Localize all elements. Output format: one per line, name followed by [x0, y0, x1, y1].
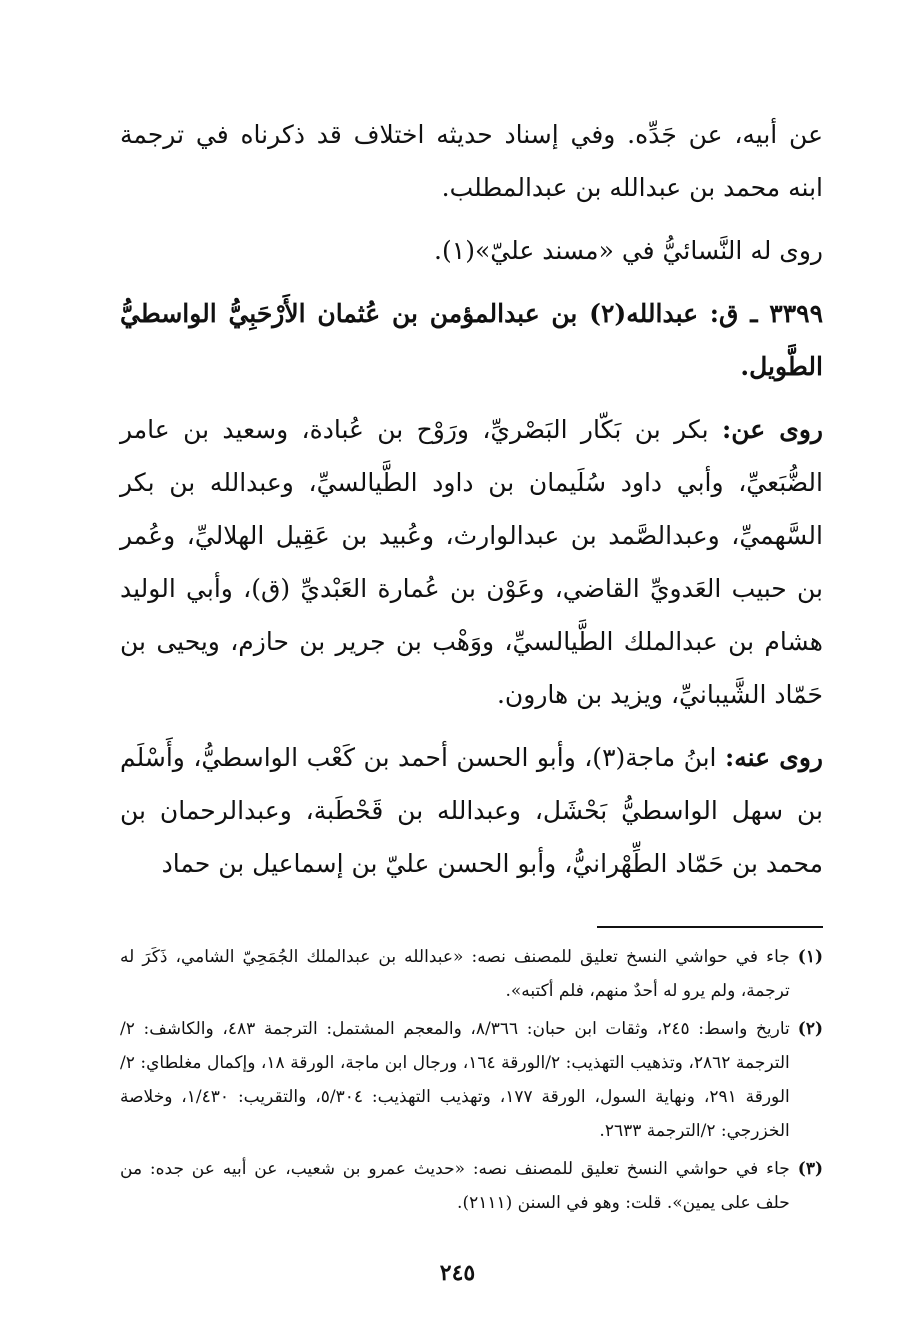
entry-name: ـ ق: عبدالله(٢) بن عبدالمؤمن بن عُثمان الأَرْحَبِيُّ الواسطيُّ الطَّويل.	[120, 299, 823, 381]
paragraph-nasai-note: روى له النَّسائيُّ في «مسند عليّ»(١).	[434, 236, 823, 265]
paragraph-father-note: عن أبيه، عن جَدِّه. وفي إسناد حديثه اختلاف قد ذكرناه في ترجمة ابنه محمد بن عبدالله بن عبدالمطلب.	[120, 120, 823, 202]
footnotes	[120, 940, 823, 1220]
footnote-text: جاء في حواشي النسخ تعليق للمصنف نصه: «عبدالله بن عبدالملك الجُمَحِيّ الشامي، ذَكَرَ له ترجمة، ولم يرو له أحدٌ منهم، فلم أكتبه».	[120, 947, 790, 1001]
footnote-number: (١)	[797, 947, 823, 967]
entry-number: ٣٣٩٩	[769, 299, 823, 328]
narrated-by-text: ابنُ ماجة(٣)، وأبو الحسن أحمد بن كَعْب الواسطيُّ، وأَسْلَم بن سهل الواسطيُّ بَحْشَل، وعبدالله بن قَحْطَبة، وعبدالرحمان بن محمد بن حَمّاد الطِّهْرانيُّ، وأبو الحسن عليّ بن إسماعيل بن حماد	[120, 743, 823, 878]
narrated-from-text: بكر بن بَكّار البَصْريِّ، ورَوْح بن عُبادة، وسعيد بن عامر الضُّبَعيِّ، وأبي داود سُلَيمان بن داود الطَّيالسيِّ، وعبدالله بن بكر السَّهميِّ، وعبدالصَّمد بن عبدالوارث، وعُبيد بن عَقِيل الهلاليِّ، وعُمر بن حبيب العَدويِّ القاضي، وعَوْن بن عُمارة العَبْديِّ (ق)، وأبي الوليد هشام بن عبدالملك الطَّيالسيِّ، ووَهْب بن جرير بن حازم، ويحيى بن حَمّاد الشَّيبانيِّ، ويزيد بن هارون.	[120, 415, 823, 709]
footnote-1	[120, 940, 823, 1008]
narrated-from-paragraph	[120, 403, 823, 721]
narrated-by-paragraph	[120, 731, 823, 890]
footnote-separator	[597, 926, 823, 928]
footnote-text: تاريخ واسط: ٢٤٥، وثقات ابن حبان: ٨/٣٦٦، والمعجم المشتمل: الترجمة ٤٨٣، والكاشف: ٢/الترجمة ٢٨٦٢، وتذهيب التهذيب: ٢/الورقة ١٦٤، ورجال ابن ماجة، الورقة ١٨، وإكمال مغلطاي: ٢/الورقة ٢٩١، ونهاية السول، الورقة ١٧٧، وتهذيب التهذيب: ٥/٣٠٤، والتقريب: ١/٤٣٠، وخلاصة الخزرجي: ٢/الترجمة ٢٦٣٣.	[120, 1019, 790, 1141]
narrated-by-label: روى عنه:	[724, 743, 823, 772]
footnote-2	[120, 1012, 823, 1148]
narrated-from-label: روى عن:	[721, 415, 823, 444]
page-number: ٢٤٥	[439, 1260, 476, 1286]
footnote-number: (٣)	[797, 1159, 823, 1179]
footnote-number: (٢)	[797, 1019, 823, 1039]
footnote-3	[120, 1152, 823, 1220]
footnote-text: جاء في حواشي النسخ تعليق للمصنف نصه: «حديث عمرو بن شعيب، عن أبيه عن جده: من حلف على يمين». قلت: وهو في السنن (٢١١١).	[120, 1159, 790, 1213]
entry-heading	[120, 287, 823, 393]
main-text	[120, 108, 823, 890]
